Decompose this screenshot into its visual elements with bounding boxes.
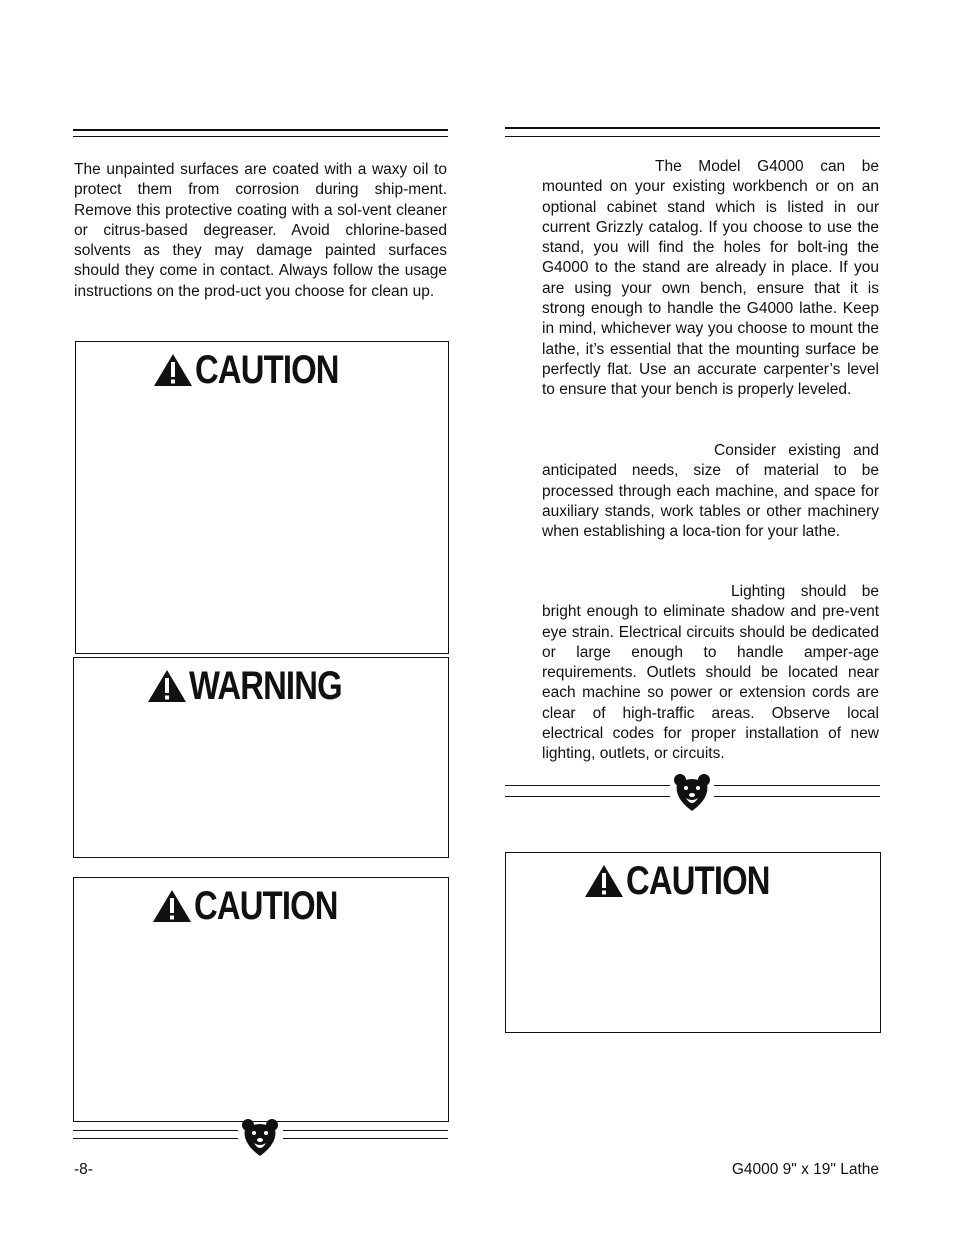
caution-banner-3 — [506, 859, 880, 903]
right-section-header-rule-bottom — [505, 136, 880, 137]
caution-box-3 — [505, 852, 881, 1033]
left-section-header-rule-top — [73, 129, 448, 131]
warning-label: WARNING — [188, 664, 342, 708]
right-divider-top-right — [714, 785, 880, 786]
page-number: -8- — [74, 1161, 93, 1178]
grizzly-bear-logo-icon — [673, 772, 711, 812]
right-divider-top — [505, 785, 670, 786]
caution-label: CAUTION — [194, 884, 339, 928]
warning-triangle-icon — [153, 353, 193, 387]
working-space-paragraph-text: Consider existing and anticipated needs, size of material to be processed through each machine, and space for auxiliary stands, work tables or other machinery when establishing a loca-tion for your lathe. — [542, 442, 879, 541]
right-divider-bottom — [505, 796, 670, 797]
caution-box-2 — [73, 877, 449, 1122]
left-bottom-divider-top — [73, 1130, 238, 1131]
lighting-paragraph-text: Lighting should be bright enough to eliminate shadow and pre-vent eye strain. Electrical circuits should be dedicated or large enough to handle amper-age requirements. Outlets should be located near each machine so power or extension cords are clear of high-traffic areas. Observe local electrical codes for proper installation of new lighting, outlets, or circuits. — [542, 583, 879, 763]
caution-label: CAUTION — [195, 348, 340, 392]
lighting-paragraph — [542, 582, 879, 765]
mounting-paragraph-text: The Model G4000 can be mounted on your existing workbench or on an optional cabinet stand which is listed in our current Grizzly catalog. If you choose to use the stand, you will find the holes for bolt-ing the G4000 to the stand are already in place. If you are using your own bench, ensure that it is strong enough to handle the G4000 lathe. Keep in mind, whichever way you choose to mount the lathe, it’s essential that the mounting surface be perfectly flat. Use an accurate carpenter’s level to ensure that your bench is properly leveled. — [542, 158, 879, 399]
warning-triangle-icon — [147, 669, 187, 703]
warning-box — [73, 657, 449, 858]
left-section-header-rule-bottom — [73, 136, 448, 137]
warning-banner — [74, 664, 448, 708]
working-space-paragraph — [542, 441, 879, 542]
right-divider-bottom-right — [714, 796, 880, 797]
left-bottom-divider-top-right — [283, 1130, 448, 1131]
warning-triangle-icon — [584, 864, 624, 898]
caution-banner-2 — [74, 884, 448, 928]
mounting-paragraph — [542, 157, 879, 401]
caution-box-1 — [75, 341, 449, 654]
manual-title: G4000 9" x 19" Lathe — [731, 1161, 879, 1178]
left-bottom-divider-bottom — [73, 1138, 238, 1139]
cleanup-paragraph: The unpainted surfaces are coated with a waxy oil to protect them from corrosion during ship-ment. Remove this protective coating with a sol-vent cleaner or citrus-based degreaser. Avoid chlorine-based solvents as they may damage painted surfaces should they come in contact. Always follow the usage instructions on the prod-uct you choose for clean up. — [74, 161, 447, 300]
warning-triangle-icon — [152, 889, 192, 923]
caution-label: CAUTION — [626, 859, 771, 903]
grizzly-bear-logo-icon — [241, 1117, 279, 1157]
left-bottom-divider-bottom-right — [283, 1138, 448, 1139]
right-section-header-rule-top — [505, 127, 880, 129]
caution-banner-1 — [76, 348, 448, 392]
